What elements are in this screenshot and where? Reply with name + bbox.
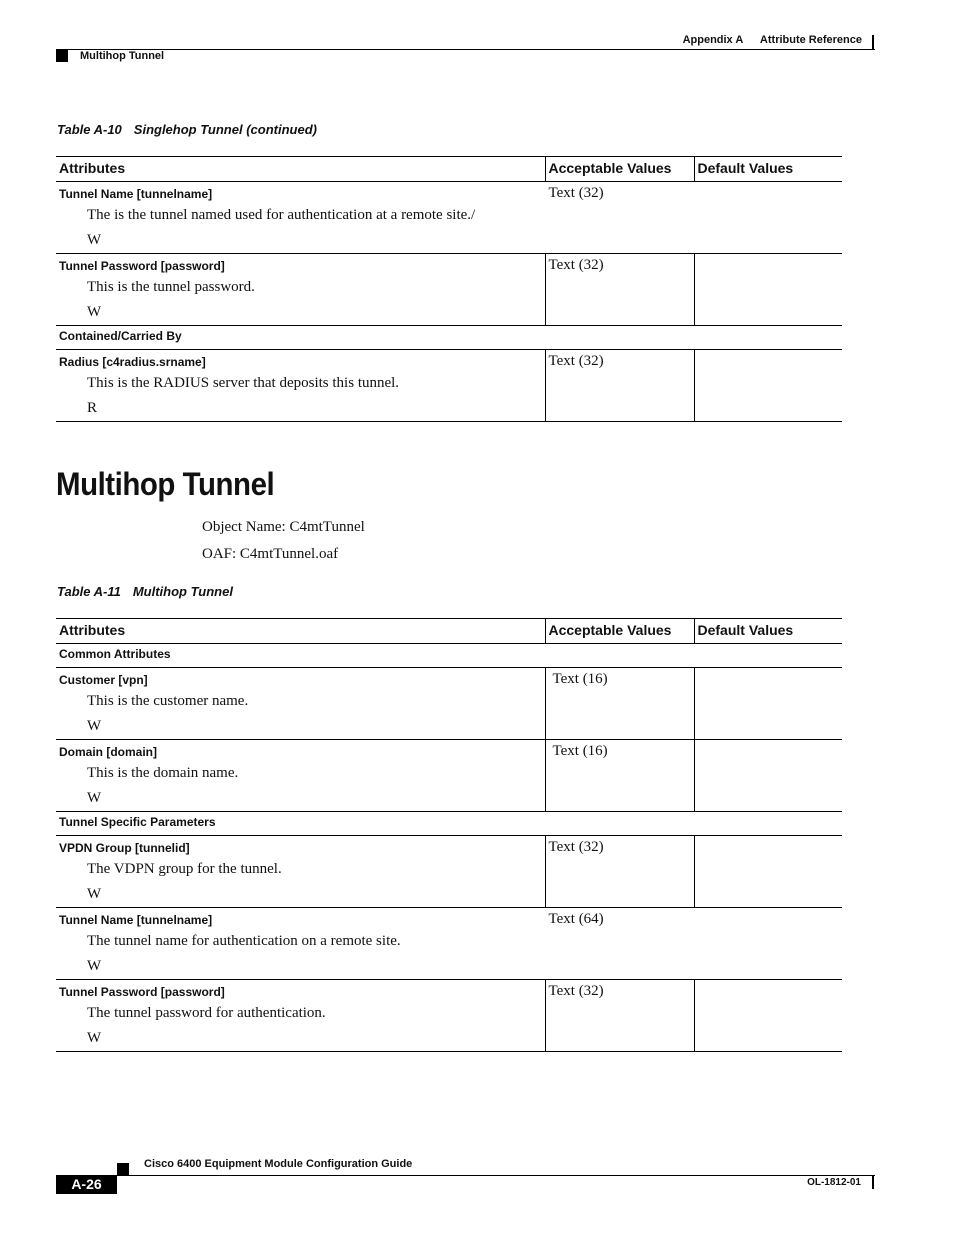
table2-caption-title: Multihop Tunnel (132, 584, 233, 599)
table-multihop-tunnel (56, 618, 842, 1052)
default-value (694, 182, 842, 254)
acceptable-value: Text (32) (548, 353, 604, 369)
attribute-access: W (87, 718, 102, 734)
attribute-name: VPDN Group [tunnelid] (59, 841, 190, 855)
document-number: OL-1812-01 (807, 1177, 861, 1188)
attribute-name: Tunnel Name [tunnelname] (59, 913, 213, 927)
default-value (694, 668, 842, 740)
table2-header-row (56, 619, 842, 644)
attribute-access: R (87, 400, 98, 416)
header-appendix: Appendix A (682, 34, 743, 46)
attribute-description: This is the domain name. (87, 765, 239, 781)
table-row (56, 980, 842, 1052)
acceptable-value: Text (32) (548, 839, 604, 855)
attribute-description: This is the customer name. (87, 693, 249, 709)
oaf-name: OAF: C4mtTunnel.oaf (202, 546, 339, 562)
acceptable-value: Text (32) (548, 983, 604, 999)
table2-caption (57, 584, 233, 599)
table1-caption-title: Singlehop Tunnel (continued) (133, 122, 317, 137)
default-value (694, 980, 842, 1052)
table1-caption (57, 122, 317, 137)
table1-col-attributes: Attributes (56, 157, 545, 182)
table1-header-row (56, 157, 842, 182)
acceptable-value: Text (16) (552, 743, 608, 759)
attribute-name: Domain [domain] (59, 745, 157, 759)
attribute-description: This is the tunnel password. (87, 279, 255, 295)
table-singlehop-tunnel (56, 156, 842, 422)
header-rule (56, 49, 875, 50)
attribute-name: Tunnel Password [password] (59, 985, 225, 999)
table2-col-acceptable: Acceptable Values (545, 619, 694, 644)
attribute-access: W (87, 958, 102, 974)
table-row (56, 908, 842, 980)
default-value (694, 908, 842, 980)
attribute-description: The is the tunnel named used for authentication at a remote site./ (87, 207, 476, 223)
table2-col-attributes: Attributes (56, 619, 545, 644)
table2-caption-number: Table A-11 (57, 584, 121, 599)
table-row (56, 350, 842, 422)
acceptable-value: Text (32) (548, 257, 604, 273)
attribute-name: Customer [vpn] (59, 673, 148, 687)
attribute-name: Radius [c4radius.srname] (59, 355, 206, 369)
attribute-name: Tunnel Password [password] (59, 259, 225, 273)
attribute-access: W (87, 886, 102, 902)
table-row (56, 254, 842, 326)
header-tick (872, 35, 874, 50)
table1-caption-number: Table A-10 (57, 122, 122, 137)
attribute-access: W (87, 790, 102, 806)
default-value (694, 254, 842, 326)
attribute-access: W (87, 1030, 102, 1046)
attribute-access: W (87, 232, 102, 248)
attribute-description: The tunnel password for authentication. (87, 1005, 326, 1021)
section-title: Multihop Tunnel (56, 466, 275, 502)
table-section-row (56, 812, 842, 836)
page-number: A-26 (56, 1175, 117, 1194)
table-section-row (56, 644, 842, 668)
table-row (56, 182, 842, 254)
acceptable-value: Text (32) (548, 185, 604, 201)
section-label: Tunnel Specific Parameters (56, 812, 842, 836)
header-section: Attribute Reference (759, 34, 862, 46)
default-value (694, 836, 842, 908)
running-header (669, 34, 862, 46)
table-row (56, 668, 842, 740)
footer-square-marker (117, 1163, 129, 1175)
default-value (694, 740, 842, 812)
attribute-access: W (87, 304, 102, 320)
acceptable-value: Text (64) (548, 911, 604, 927)
attribute-description: The tunnel name for authentication on a remote site. (87, 933, 401, 949)
section-label: Common Attributes (56, 644, 842, 668)
header-running-title: Multihop Tunnel (80, 50, 165, 62)
default-value (694, 350, 842, 422)
acceptable-value: Text (16) (552, 671, 608, 687)
attribute-name: Tunnel Name [tunnelname] (59, 187, 213, 201)
table-row (56, 740, 842, 812)
footer-guide-title: Cisco 6400 Equipment Module Configuration Guide (144, 1158, 413, 1170)
attribute-description: The VDPN group for the tunnel. (87, 861, 282, 877)
section-label: Contained/Carried By (56, 326, 842, 350)
table-row (56, 836, 842, 908)
footer-rule (117, 1175, 875, 1176)
table-section-row (56, 326, 842, 350)
object-name: Object Name: C4mtTunnel (202, 519, 365, 535)
footer-tick (872, 1175, 874, 1189)
table2-col-default: Default Values (694, 619, 842, 644)
header-square-marker (56, 50, 68, 62)
table1-col-acceptable: Acceptable Values (545, 157, 694, 182)
attribute-description: This is the RADIUS server that deposits this tunnel. (87, 375, 400, 391)
table1-col-default: Default Values (694, 157, 842, 182)
